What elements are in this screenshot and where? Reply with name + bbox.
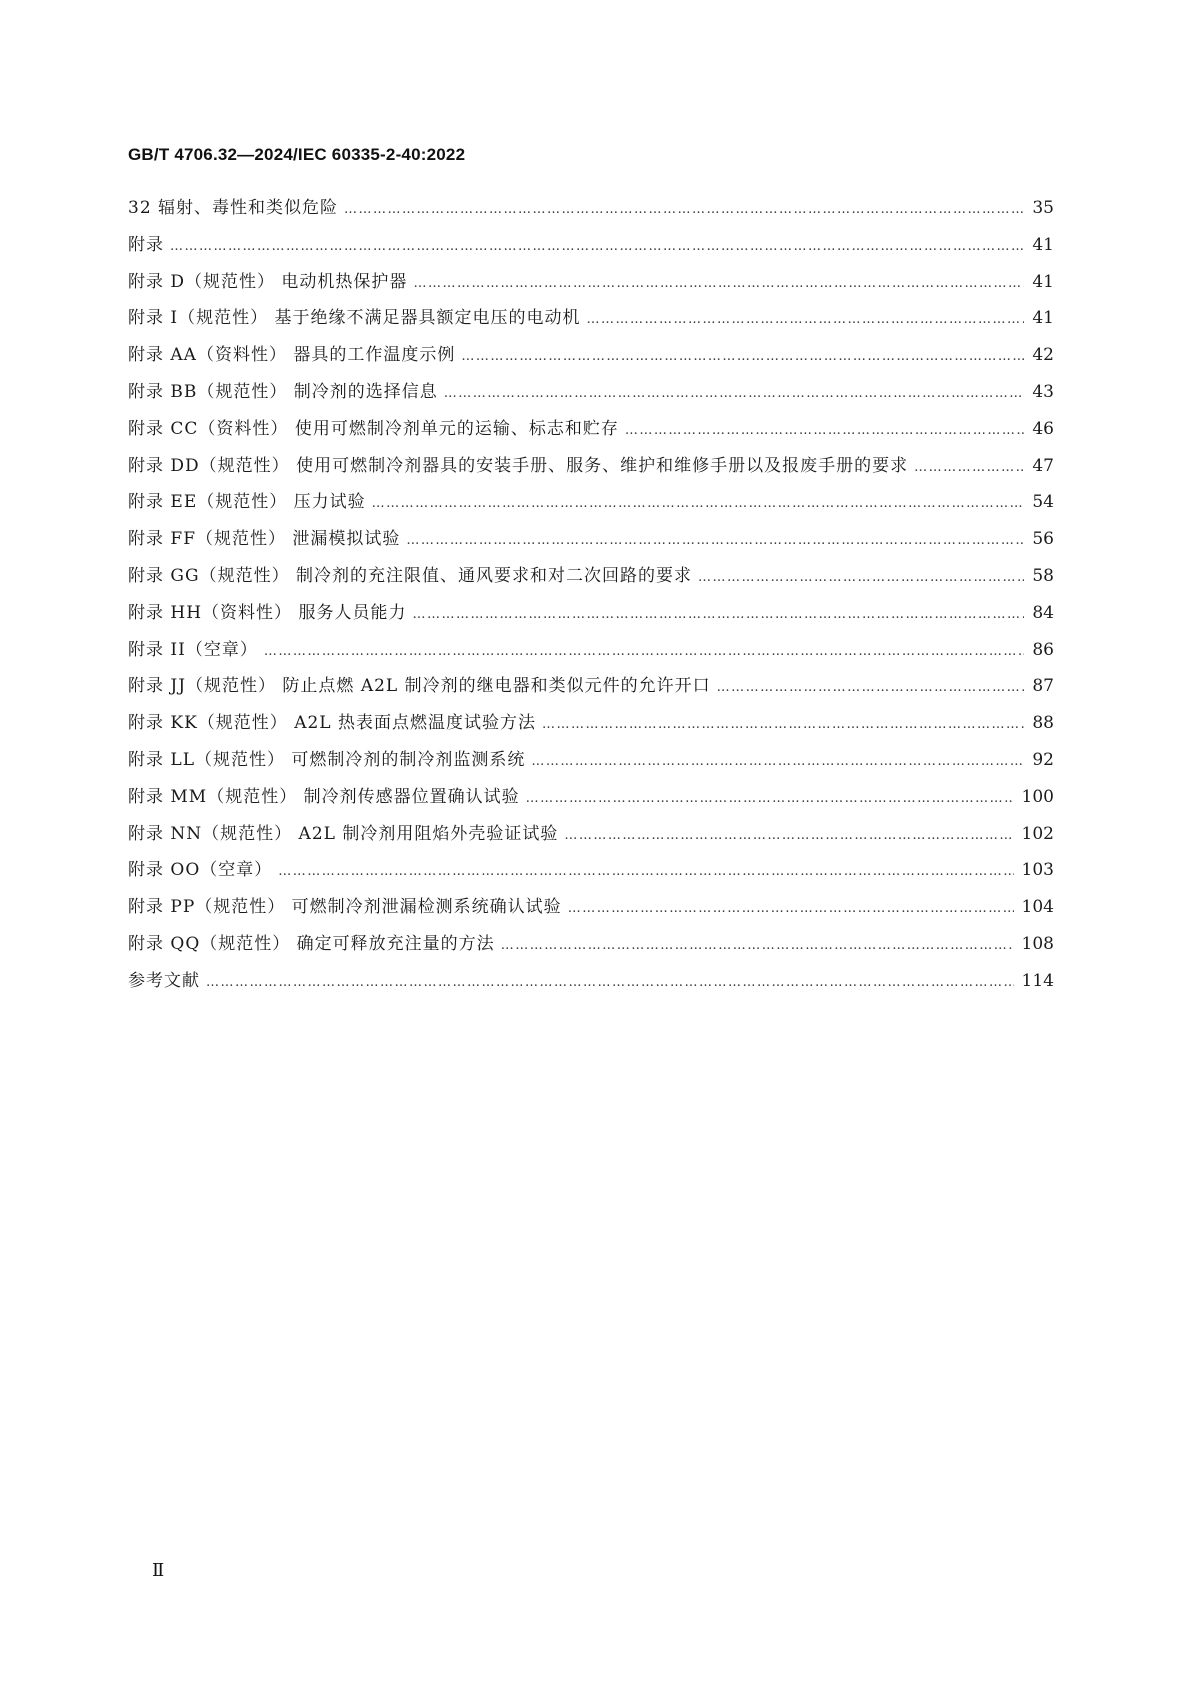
toc-entry-page: 47 [1032,455,1054,476]
toc-entry-label: 附录 EE（规范性） 压力试验 [128,492,366,513]
toc-entry[interactable] [128,566,1054,603]
toc-entry-page: 114 [1021,970,1054,991]
toc-entry[interactable] [128,824,1054,861]
toc-entry[interactable] [128,934,1054,971]
toc-leader-dots [717,678,1025,698]
page-number: Ⅱ [152,1560,165,1581]
toc-entry-label: 附录 AA（资料性） 器具的工作温度示例 [128,345,456,366]
toc-entry-label: 附录 [128,234,164,255]
toc-leader-dots [587,310,1025,330]
toc-leader-dots [206,973,1014,993]
toc-entry-page: 42 [1032,345,1054,366]
toc-leader-dots [625,421,1025,441]
toc-entry[interactable] [128,897,1054,934]
toc-entry-page: 41 [1032,308,1054,329]
toc-entry-label: 附录 I（规范性） 基于绝缘不满足器具额定电压的电动机 [128,308,581,329]
toc-leader-dots [344,200,1024,220]
toc-entry[interactable] [128,456,1054,493]
toc-entry-label: 附录 PP（规范性） 可燃制冷剂泄漏检测系统确认试验 [128,897,562,918]
toc-entry-label: 附录 DD（规范性） 使用可燃制冷剂器具的安装手册、服务、维护和维修手册以及报废手册的要求 [128,455,909,476]
toc-entry-page: 87 [1032,676,1054,697]
toc-leader-dots [278,862,1013,882]
toc-entry-label: 32 辐射、毒性和类似危险 [128,198,339,218]
toc-entry[interactable] [128,272,1054,309]
toc-entry[interactable] [128,419,1054,456]
toc-entry-label: 附录 CC（资料性） 使用可燃制冷剂单元的运输、标志和贮存 [128,418,619,439]
toc-entry-label: 附录 BB（规范性） 制冷剂的选择信息 [128,381,438,402]
toc-entry-page: 102 [1021,823,1054,844]
toc-entry[interactable] [128,787,1054,824]
toc-leader-dots [564,826,1013,846]
standard-code-header: GB/T 4706.32—2024/IEC 60335-2-40:2022 [128,145,466,164]
toc-entry-page: 41 [1032,271,1054,292]
toc-entry-label: 附录 LL（规范性） 可燃制冷剂的制冷剂监测系统 [128,749,526,770]
toc-entry-page: 35 [1032,198,1054,218]
toc-leader-dots [501,936,1014,956]
toc-leader-dots [461,347,1024,367]
toc-entry-page: 56 [1032,529,1054,550]
toc-leader-dots [526,789,1014,809]
toc-entry[interactable] [128,492,1054,529]
toc-entry-label: 附录 FF（规范性） 泄漏模拟试验 [128,529,401,550]
toc-entry-label: 参考文献 [128,970,200,991]
toc-entry-page: 46 [1032,418,1054,439]
toc-entry-page: 104 [1021,897,1054,918]
toc-entry[interactable] [128,198,1054,235]
toc-entry-label: 附录 OO（空章） [128,860,273,881]
toc-entry-label: 附录 MM（规范性） 制冷剂传感器位置确认试验 [128,786,520,807]
toc-entry-label: 附录 JJ（规范性） 防止点燃 A2L 制冷剂的继电器和类似元件的允许开口 [128,676,711,697]
toc-entry-page: 100 [1021,786,1054,807]
toc-entry[interactable] [128,750,1054,787]
toc-entry-label: 附录 HH（资料性） 服务人员能力 [128,602,407,623]
toc-entry-page: 88 [1032,713,1054,734]
toc-entry-label: 附录 NN（规范性） A2L 制冷剂用阻焰外壳验证试验 [128,823,559,844]
toc-entry-label: 附录 GG（规范性） 制冷剂的充注限值、通风要求和对二次回路的要求 [128,565,692,586]
toc-entry[interactable] [128,713,1054,750]
toc-entry-page: 92 [1032,749,1054,770]
toc-leader-dots [444,384,1025,404]
toc-entry[interactable] [128,308,1054,345]
toc-entry[interactable] [128,603,1054,640]
toc-leader-dots [412,605,1024,625]
toc-entry-label: 附录 KK（规范性） A2L 热表面点燃温度试验方法 [128,713,536,734]
toc-leader-dots [413,274,1024,294]
toc-entry-page: 108 [1021,933,1054,954]
toc-entry-page: 43 [1032,381,1054,402]
toc-entry-page: 41 [1032,234,1054,255]
toc-leader-dots [372,494,1025,514]
toc-entry[interactable] [128,860,1054,897]
toc-entry-label: 附录 D（规范性） 电动机热保护器 [128,271,408,292]
toc-leader-dots [568,899,1014,919]
toc-entry[interactable] [128,345,1054,382]
toc-entry[interactable] [128,382,1054,419]
toc-entry[interactable] [128,529,1054,566]
toc-leader-dots [264,642,1025,662]
toc-entry-page: 54 [1032,492,1054,513]
toc-entry[interactable] [128,676,1054,713]
toc-leader-dots [170,237,1024,257]
table-of-contents [128,198,1054,1008]
toc-entry-page: 86 [1032,639,1054,660]
toc-leader-dots [914,458,1024,478]
toc-leader-dots [542,715,1024,735]
toc-entry-label: 附录 QQ（规范性） 确定可释放充注量的方法 [128,933,495,954]
toc-entry-page: 58 [1032,565,1054,586]
toc-leader-dots [531,752,1024,772]
toc-entry[interactable] [128,971,1054,1008]
toc-entry[interactable] [128,235,1054,272]
toc-entry-page: 103 [1021,860,1054,881]
toc-leader-dots [406,531,1024,551]
toc-entry-page: 84 [1032,602,1054,623]
toc-entry-label: 附录 II（空章） [128,639,258,660]
toc-entry[interactable] [128,640,1054,677]
toc-leader-dots [698,568,1024,588]
